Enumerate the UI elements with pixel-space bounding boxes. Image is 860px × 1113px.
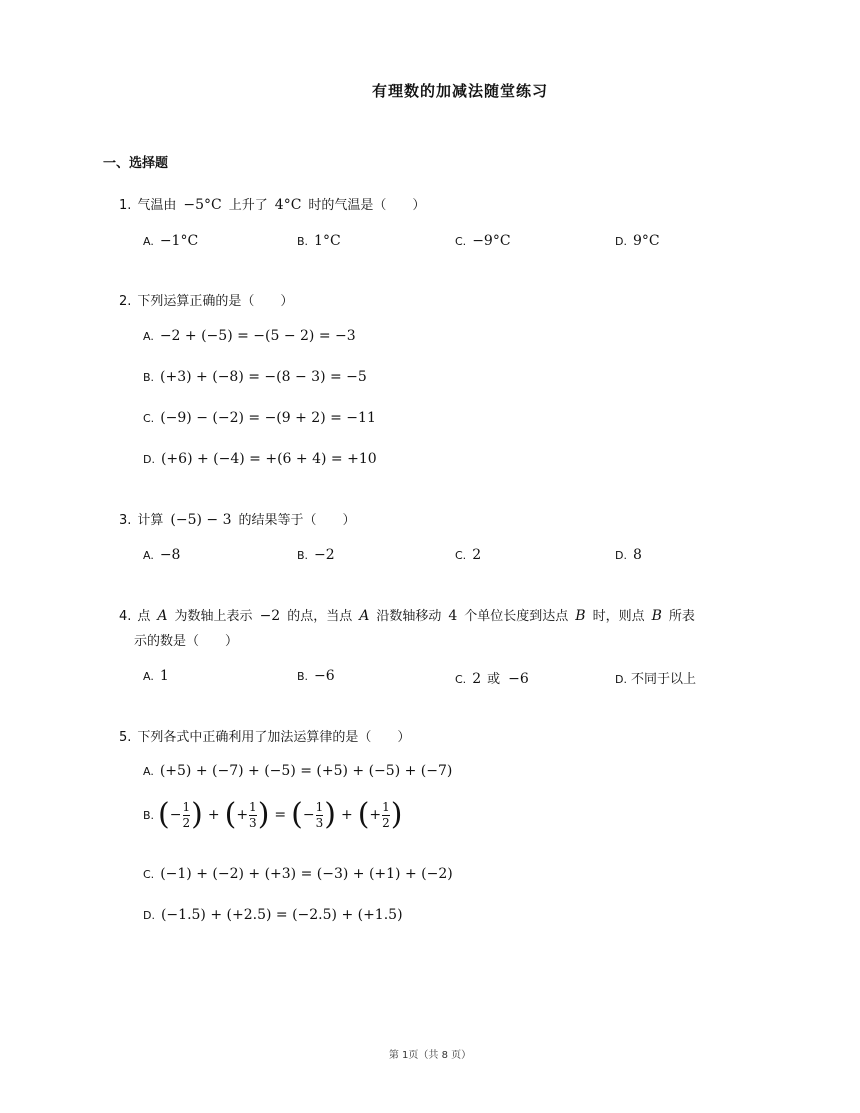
fraction: [183, 801, 191, 829]
option-text: 1: [159, 668, 169, 684]
option-a[interactable]: [143, 328, 356, 344]
operator: +: [340, 807, 353, 823]
option-d[interactable]: [143, 451, 377, 467]
option-c[interactable]: [143, 410, 376, 426]
option-d[interactable]: [615, 668, 696, 687]
page-title: 有理数的加减法随堂练习: [371, 82, 548, 100]
question-text: 点: [137, 609, 151, 624]
math-expression: 4: [448, 608, 458, 624]
question-number: 4.: [119, 609, 132, 624]
right-paren: ): [390, 797, 403, 832]
option-c[interactable]: [455, 547, 481, 563]
sign: −: [169, 807, 182, 823]
math-expression: −2: [259, 608, 281, 624]
option-a[interactable]: [143, 763, 452, 779]
option-label: C.: [143, 412, 155, 425]
question-number: 3.: [119, 513, 132, 528]
question-text: 计算: [137, 513, 164, 528]
fraction: [249, 801, 257, 829]
question-5: [119, 726, 410, 745]
left-paren: (: [224, 797, 237, 832]
option-label: A.: [143, 765, 154, 778]
option-text: 8: [632, 547, 642, 563]
sign: +: [369, 807, 382, 823]
right-paren: ): [191, 797, 203, 832]
fraction: [382, 801, 390, 829]
option-label: B.: [143, 808, 155, 822]
option-text: 1°C: [314, 233, 341, 249]
numerator: 1: [182, 799, 191, 814]
option-d[interactable]: [143, 907, 403, 923]
option-text: −2: [314, 547, 335, 563]
option-label: B.: [297, 670, 309, 683]
page-footer: 第 1页（共 8 页）: [388, 1050, 472, 1061]
numerator: 1: [315, 799, 324, 814]
option-b[interactable]: [297, 668, 335, 684]
left-paren: (: [158, 797, 170, 832]
question-2: [119, 290, 293, 309]
option-text: 或: [487, 672, 501, 687]
numerator: 1: [249, 799, 257, 814]
left-paren: (: [291, 797, 303, 832]
option-label: D.: [615, 673, 627, 686]
question-text: 上升了: [228, 198, 268, 213]
math-expression: −5°C: [183, 197, 222, 213]
option-b[interactable]: [297, 547, 335, 563]
question-text: 气温由: [137, 198, 177, 213]
question-number: 1.: [119, 198, 132, 213]
option-text: 不同于以上: [630, 672, 696, 687]
option-label: C.: [455, 235, 467, 248]
option-label: C.: [143, 868, 155, 881]
option-label: A.: [143, 549, 154, 562]
option-d[interactable]: [615, 547, 642, 563]
question-text: 时，则点: [592, 609, 645, 624]
option-b[interactable]: [297, 233, 341, 249]
denominator: 2: [382, 815, 390, 830]
question-text-continued: 示的数是（ ）: [134, 634, 239, 649]
option-text: 2: [472, 671, 482, 687]
denominator: 3: [315, 815, 324, 830]
option-label: A.: [143, 235, 154, 248]
option-text: 9°C: [632, 233, 660, 249]
question-text: 下列运算正确的是（ ）: [137, 294, 294, 309]
operator: +: [207, 807, 220, 823]
option-b[interactable]: [143, 797, 403, 832]
option-label: A.: [143, 670, 154, 683]
option-text: (+5) + (−7) + (−5) = (+5) + (−5) + (−7): [159, 763, 453, 779]
question-number: 2.: [119, 294, 132, 309]
question-text: 沿数轴移动: [376, 609, 442, 624]
sign: +: [236, 807, 249, 823]
option-label: B.: [297, 235, 309, 248]
question-text: 下列各式中正确利用了加法运算律的是（ ）: [137, 730, 411, 745]
option-label: D.: [143, 909, 155, 922]
question-1: [119, 194, 425, 213]
math-variable: B: [651, 608, 662, 624]
option-c[interactable]: [143, 866, 453, 882]
math-variable: A: [157, 608, 168, 624]
question-4: [119, 605, 695, 624]
option-label: C.: [455, 673, 467, 686]
option-text: −2 + (−5) = −(5 − 2) = −3: [159, 328, 356, 344]
option-label: D.: [143, 453, 155, 466]
math-variable: B: [575, 608, 586, 624]
option-c[interactable]: [455, 668, 529, 687]
fraction: [316, 801, 324, 829]
option-text: −6: [508, 671, 529, 687]
option-text: (+6) + (−4) = +(6 + 4) = +10: [160, 451, 377, 467]
option-text: −9°C: [472, 233, 511, 249]
option-text: (−9) − (−2) = −(9 + 2) = −11: [160, 410, 376, 426]
math-expression: 4°C: [274, 197, 302, 213]
right-paren: ): [324, 797, 336, 832]
equals-sign: =: [274, 807, 287, 823]
numerator: 1: [382, 799, 390, 814]
option-text: −6: [314, 668, 335, 684]
option-label: C.: [455, 549, 467, 562]
option-c[interactable]: [455, 233, 511, 249]
option-a[interactable]: [143, 668, 169, 684]
question-number: 5.: [119, 730, 132, 745]
question-3: [119, 509, 356, 528]
option-d[interactable]: [615, 233, 660, 249]
denominator: 3: [249, 815, 257, 830]
section-heading: 一、选择题: [103, 156, 169, 171]
option-text: (+3) + (−8) = −(8 − 3) = −5: [160, 369, 367, 385]
option-text: 2: [472, 547, 482, 563]
right-paren: ): [257, 797, 270, 832]
option-label: A.: [143, 330, 154, 343]
option-a[interactable]: [143, 547, 180, 563]
question-text: 的点，当点: [287, 609, 353, 624]
option-text: (−1) + (−2) + (+3) = (−3) + (+1) + (−2): [160, 866, 453, 882]
question-text: 为数轴上表示: [174, 609, 253, 624]
question-text: 个单位长度到达点: [464, 609, 569, 624]
left-paren: (: [357, 797, 370, 832]
question-text: 时的气温是（ ）: [308, 198, 426, 213]
option-label: B.: [143, 371, 155, 384]
option-text: (−1.5) + (+2.5) = (−2.5) + (+1.5): [160, 907, 403, 923]
option-label: D.: [615, 549, 627, 562]
option-label: D.: [615, 235, 627, 248]
denominator: 2: [182, 815, 191, 830]
sign: −: [302, 807, 315, 823]
question-text: 的结果等于（ ）: [238, 513, 356, 528]
math-variable: A: [359, 608, 370, 624]
option-label: B.: [297, 549, 309, 562]
option-b[interactable]: [143, 369, 367, 385]
option-text: −1°C: [159, 233, 199, 249]
question-text: 所表: [668, 609, 695, 624]
option-text: −8: [159, 547, 181, 563]
math-expression: (−5) − 3: [170, 512, 232, 528]
option-a[interactable]: [143, 233, 198, 249]
